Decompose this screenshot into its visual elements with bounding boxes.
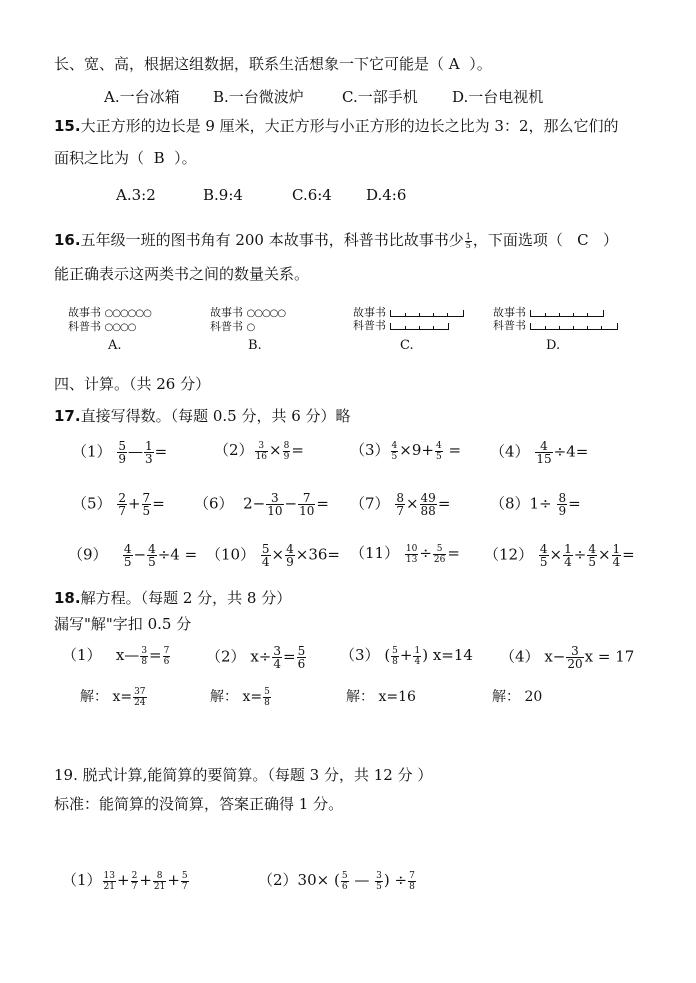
- q15-option-d: D.4:6: [366, 186, 407, 204]
- q18-sol-4: 解： 20: [492, 689, 543, 705]
- q17-item-12: （12） $\frac{4}{5}$ × $\frac{1}{4}$ ÷ $\frac{4}{5}$ × $\frac{1}{4}$ =: [484, 542, 635, 569]
- q14-close: ）。: [469, 55, 492, 73]
- caption-d: D.: [546, 338, 561, 353]
- q15-close: ）。: [174, 149, 197, 167]
- bar-d-story: [530, 310, 604, 317]
- q18-sol-1: 解： x= $\frac{37}{24}$: [80, 686, 146, 708]
- caption-b: B.: [248, 338, 262, 353]
- bar-d-sci: [530, 323, 618, 330]
- q16-close: ）: [602, 231, 618, 249]
- q19-standard: 标准：能简算的没简算，答案正确得 1 分。: [54, 795, 344, 813]
- story-label: 故事书: [353, 306, 386, 319]
- q16-fraction: $\frac{1}{5}$: [465, 231, 471, 250]
- q17-item-11: （11） $\frac{10}{13}$ ÷ $\frac{5}{26}$ =: [350, 543, 460, 565]
- q14-answer: A: [448, 55, 460, 73]
- caption-a: A.: [108, 338, 122, 353]
- circles-b-story: ○○○○○: [246, 308, 286, 319]
- q17-item-7: （7） $\frac{8}{7}$ × $\frac{49}{88}$ =: [350, 491, 451, 518]
- q17-item-8: （8）1÷ $\frac{8}{9}$ =: [490, 491, 581, 518]
- q19-item-2: （2）30× ( $\frac{5}{6}$ — $\frac{3}{5}$ ) ÷ $\frac{7}{8}$: [258, 870, 415, 892]
- q16-number: 16.: [54, 231, 81, 249]
- q15-option-b: B.9:4: [203, 186, 243, 204]
- q14-option-c: C.一部手机: [342, 88, 418, 106]
- story-label: 故事书: [493, 306, 526, 319]
- q15-option-c: C.6:4: [292, 186, 332, 204]
- sci-label: 科普书: [353, 319, 386, 332]
- q18-note: 漏写"解"字扣 0.5 分: [54, 615, 192, 633]
- q16-line2: 能正确表示这两类书之间的数量关系。: [54, 265, 310, 283]
- q18-eq-2: （2） x÷ $\frac{3}{4}$ = $\frac{5}{6}$: [206, 644, 306, 671]
- q19-title: 19. 脱式计算,能简算的要简算。（每题 3 分，共 12 分 ）: [54, 766, 433, 784]
- q16-text1b: ，下面选项（: [472, 231, 563, 249]
- q17-item-1: （1） $\frac{5}{9}$ — $\frac{1}{3}$ =: [72, 439, 168, 466]
- bar-c-story: [390, 310, 464, 317]
- q17-item-4: （4） $\frac{4}{15}$ ÷4=: [490, 439, 589, 466]
- q16-text1: 五年级一班的图书角有 200 本故事书，科普书比故事书少: [80, 231, 464, 249]
- sci-label: 科普书: [210, 320, 243, 333]
- q17-title-line: [54, 406, 351, 426]
- q18-eq-1: （1） x— $\frac{3}{8}$ = $\frac{7}{6}$: [62, 645, 170, 667]
- story-label: 故事书: [210, 306, 243, 319]
- q18-sol-3: 解： x=16: [346, 689, 416, 705]
- q16-line1: [54, 230, 618, 250]
- q17-item-2: （2） $\frac{3}{16}$ × $\frac{8}{9}$ =: [214, 440, 304, 462]
- q14-line: [54, 54, 492, 74]
- diagram-a: [68, 306, 151, 334]
- q17-item-10: （10） $\frac{5}{4}$ × $\frac{4}{9}$ ×36=: [206, 542, 340, 569]
- q18-eq-3: （3） ( $\frac{5}{8}$ + $\frac{1}{4}$ ) x=14: [340, 645, 473, 667]
- diagram-b: [210, 306, 285, 334]
- q15-line1: [54, 116, 619, 136]
- q15-text1: 大正方形的边长是 9 厘米，大正方形与小正方形的边长之比为 3：2，那么它们的: [80, 117, 619, 135]
- q17-item-5: （5） $\frac{2}{7}$ + $\frac{7}{5}$ =: [72, 491, 165, 518]
- q16-answer: C: [577, 231, 589, 249]
- q15-answer: B: [153, 149, 165, 167]
- q19-item-1: （1） $\frac{13}{21}$ + $\frac{2}{7}$ + $\frac{8}{21}$ + $\frac{5}{7}$: [62, 870, 188, 892]
- q18-title: 解方程。（每题 2 分，共 8 分）: [80, 589, 292, 607]
- circles-a-story: ○○○○○○: [104, 308, 151, 319]
- q14-option-b: B.一台微波炉: [213, 88, 304, 106]
- q18-sol-2: 解： x= $\frac{5}{8}$: [210, 686, 270, 708]
- q17-item-9: （9） $\frac{4}{5}$ − $\frac{4}{5}$ ÷4 =: [68, 542, 198, 569]
- q15-option-a: A.3:2: [116, 186, 156, 204]
- q15-number: 15.: [54, 117, 81, 135]
- circles-b-sci: ○: [246, 322, 255, 333]
- q15-line2: [54, 148, 197, 168]
- section-4-title: 四、计算。（共 26 分）: [54, 375, 211, 393]
- q18-number: 18.: [54, 589, 81, 607]
- q18-title-line: [54, 588, 291, 608]
- q14-text: 长、宽、高，根据这组数据，联系生活想象一下它可能是（: [54, 55, 445, 73]
- story-label: 故事书: [68, 306, 101, 319]
- sci-label: 科普书: [493, 319, 526, 332]
- caption-c: C.: [400, 338, 414, 353]
- q15-text2: 面积之比为（: [54, 149, 145, 167]
- q17-number: 17.: [54, 407, 81, 425]
- q14-option-a: A.一台冰箱: [104, 88, 180, 106]
- circles-a-sci: ○○○○: [104, 322, 136, 333]
- q18-eq-4: （4） x− $\frac{3}{20}$ x = 17: [500, 644, 635, 671]
- sci-label: 科普书: [68, 320, 101, 333]
- q17-title: 直接写得数。（每题 0.5 分，共 6 分）略: [80, 407, 351, 425]
- q14-option-d: D.一台电视机: [452, 88, 544, 106]
- q17-item-6: （6） 2− $\frac{3}{10}$ − $\frac{7}{10}$ =: [194, 491, 329, 518]
- diagram-c: [353, 306, 464, 332]
- diagram-d: [493, 306, 618, 332]
- q17-item-3: （3） $\frac{4}{5}$ ×9+ $\frac{4}{5}$ =: [350, 440, 462, 462]
- bar-c-sci: [390, 323, 449, 330]
